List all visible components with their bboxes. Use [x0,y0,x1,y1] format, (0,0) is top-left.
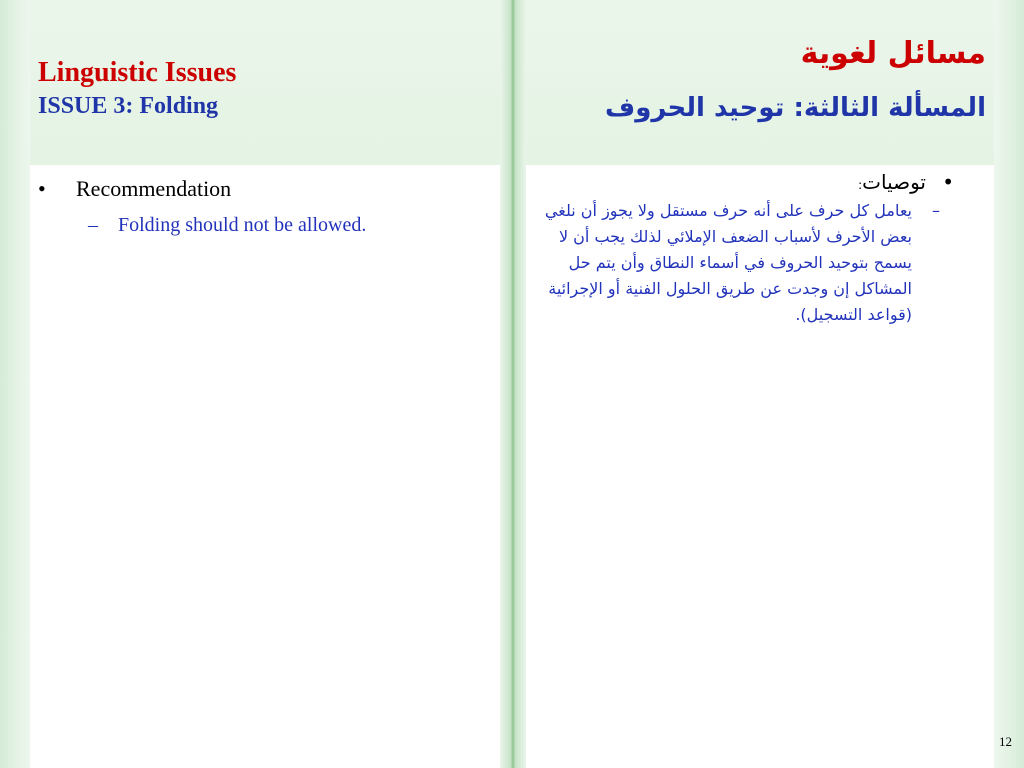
bullet-symbol: • [942,170,954,194]
arabic-bullet-colon: : [858,178,863,192]
english-sub-bullet [88,214,493,237]
english-title-block [38,55,488,121]
dash-symbol: – [932,201,940,220]
bullet-symbol: • [38,176,46,201]
arabic-sub-bullet [519,198,940,328]
arabic-content [519,170,954,328]
arabic-sub-text: يعامل كل حرف على أنه حرف مستقل ولا يجوز أن نلغي بعض الأحرف لأسباب الضعف الإملائي لذلك يجب أن لا يسمح بتوحيد الحروف في أسماء النطاق وأن يتم حل المشاكل إن وجدت عن طريق الحلول الفنية أو الإجرائية (قواعد التسجيل). [544,201,912,324]
dash-symbol: – [88,214,98,236]
right-border [994,0,1024,768]
arabic-bullet [519,170,954,194]
arabic-subtitle: المسألة الثالثة: توحيد الحروف [605,93,986,123]
english-title: Linguistic Issues [38,57,237,88]
english-subtitle: ISSUE 3: Folding [38,93,219,119]
english-sub-text: Folding should not be allowed. [118,214,367,236]
english-bullet-label: Recommendation [76,176,232,201]
arabic-title-block [546,32,986,128]
left-border [0,0,30,768]
english-content [38,176,493,237]
english-bullet [38,176,493,202]
arabic-bullet-label: توصيات [862,170,926,194]
center-divider [500,0,526,768]
page-number: 12 [999,734,1012,749]
arabic-title: مسائل لغوية [800,36,986,71]
